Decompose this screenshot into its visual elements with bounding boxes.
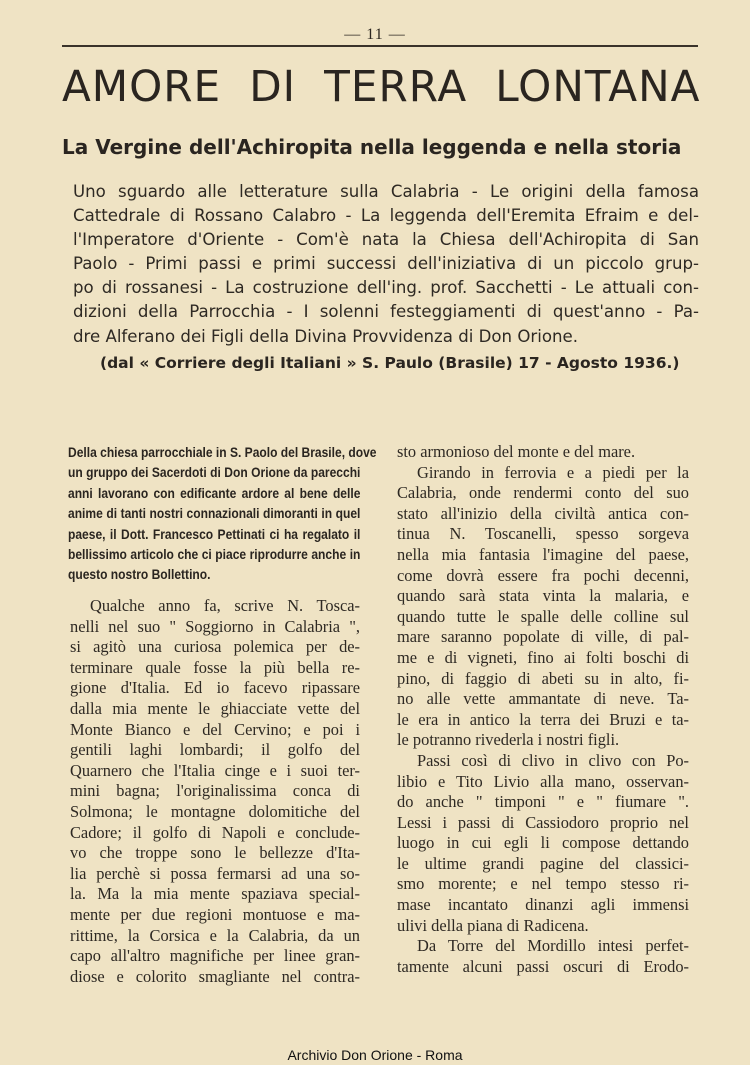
left-column-body — [70, 596, 360, 987]
body-line: Quarnero che l'Italia cinge e i suoi ter- — [70, 760, 360, 780]
body-line: Calabria, onde rendermi conto del suo — [397, 483, 689, 503]
body-line: sto armonioso del monte e del mare. — [397, 442, 636, 461]
body-line: terminare quale fosse la più bella re- — [70, 657, 360, 677]
body-line: stato all'inizio della civiltà antica con- — [397, 503, 689, 523]
intro-line: anime di tanti nostri connazionali dimoranti in quel — [68, 505, 361, 522]
body-line: ulivi della piana di Radicena. — [397, 915, 589, 935]
summary-line: l'Imperatore d'Oriente - Com'è nata la Chiesa dell'Achiropita di San — [73, 230, 699, 250]
header-rule — [62, 45, 698, 47]
intro-line: paese, il Dott. Francesco Pettinati ci ha regalato il — [68, 525, 361, 542]
body-line: lia perchè si possa fermarsi ad una so- — [70, 863, 360, 883]
body-line: si agitò una curiosa polemica per de- — [70, 637, 360, 657]
summary-line: Uno sguardo alle letterature sulla Calabria - Le origini della famosa — [73, 182, 699, 201]
summary-line: Cattedrale di Rossano Calabro - La leggenda dell'Eremita Efraim e del- — [73, 206, 699, 226]
body-line: pino, di faggio di abeti su in alto, fi- — [397, 668, 689, 688]
body-line: diose e colorito smagliante nel contra- — [70, 966, 360, 986]
body-line: dalla mia mente le ghiacciate vette del — [70, 698, 360, 718]
body-line: libio e Tito Livio alla mano, osservan- — [397, 771, 689, 791]
article-subtitle: La Vergine dell'Achiropita nella leggenda e nella storia — [62, 135, 682, 159]
summary-line: dre Alferano dei Figli della Divina Provvidenza di Don Orione. — [73, 326, 578, 346]
left-column-intro — [68, 442, 377, 585]
body-line: no alle vette ammantate di neve. Ta- — [397, 689, 689, 709]
source-citation: (dal « Corriere degli Italiani » S. Paulo (Brasile) 17 - Agosto 1936.) — [100, 354, 680, 372]
body-line: vo che troppe sono le bellezze d'Ita- — [70, 843, 360, 863]
archive-footer: Archivio Don Orione - Roma — [287, 1047, 463, 1063]
body-line: le potranno rivederla i nostri figli. — [397, 730, 620, 750]
body-line: mini bagna; l'originalissima conca di — [70, 781, 360, 801]
page-number: — 11 — — [344, 26, 406, 43]
body-line: Solmona; le montagne dolomitiche del — [70, 801, 360, 821]
right-column-body — [397, 442, 689, 977]
body-line: tinua N. Toscanelli, spesso sorgeva — [397, 524, 689, 544]
body-line: nelli nel suo " Soggiorno in Calabria ", — [70, 616, 360, 636]
body-line: Passi così di clivo in clivo con Po- — [417, 750, 689, 770]
body-line: gentili laghi lombardi; il golfo del — [70, 740, 360, 760]
summary-line: dizioni della Parrocchia - I solenni festeggiamenti di quest'anno - Pa- — [73, 302, 699, 322]
body-line: le era in antico la terra dei Bruzi e ta- — [397, 709, 689, 729]
article-summary — [73, 180, 699, 349]
intro-line: anni lavorano con edificante ardore al bene delle — [68, 484, 361, 501]
body-line: quando sarà stata vinta la malaria, e — [397, 586, 689, 606]
intro-line: bellissimo articolo che ci piace riprodurre anche in — [68, 546, 361, 563]
body-line: le ultime grandi pagine del classici- — [397, 853, 689, 873]
body-line: Cadore; il golfo di Napoli e conclude- — [70, 822, 360, 842]
body-line: Qualche anno fa, scrive N. Tosca- — [90, 596, 360, 615]
summary-line: Paolo - Primi passi e primi successi dell'iniziativa di un piccolo grup- — [73, 254, 699, 274]
body-line: smo morente; e nel tempo stesso ri- — [397, 874, 689, 894]
body-line: mare saranno popolate di ville, di pal- — [397, 627, 689, 647]
body-line: Da Torre del Mordillo intesi perfet- — [417, 936, 689, 956]
body-line: do anche " timponi " e " fiumare ". — [397, 792, 689, 812]
body-line: Monte Bianco e del Cervino; e poi i — [70, 719, 360, 739]
body-line: nella mia fantasia l'imagine del paese, — [397, 544, 689, 564]
body-line: come dovrà essere fra pochi decenni, — [397, 565, 689, 585]
body-line: rittime, la Corsica e la Calabria, da un — [70, 925, 360, 945]
body-line: luogo in cui egli li compose dettando — [397, 833, 689, 853]
body-line: quando tutte le spalle delle colline sul — [397, 606, 689, 626]
article-title: AMORE DI TERRA LONTANA — [62, 62, 701, 112]
body-line: capo all'altro magnifiche per linee gran- — [70, 946, 360, 966]
body-line: la. Ma la mia mente spaziava special- — [70, 884, 360, 904]
body-line: mente per due regioni montuose e ma- — [70, 904, 360, 924]
body-line: me e di vigneti, fino ai folti boschi di — [397, 647, 689, 667]
body-line: Girando in ferrovia e a piedi per la — [417, 462, 689, 482]
body-line: mase incantato dinanzi agli immensi — [397, 895, 689, 915]
intro-line: Della chiesa parrocchiale in S. Paolo del Brasile, dove — [68, 444, 377, 460]
summary-line: po di rossanesi - La costruzione dell'ing. prof. Sacchetti - Le attuali con- — [73, 278, 699, 298]
body-line: gione d'Italia. Ed io facevo ripassare — [70, 678, 360, 698]
body-line: Lessi i passi di Cassiodoro proprio nel — [397, 812, 689, 832]
intro-line: questo nostro Bollettino. — [68, 566, 211, 583]
intro-line: un gruppo dei Sacerdoti di Don Orione da parecchi — [68, 464, 361, 481]
editor-intro — [68, 442, 377, 585]
body-line: tamente alcuni passi oscuri di Erodo- — [397, 956, 689, 976]
